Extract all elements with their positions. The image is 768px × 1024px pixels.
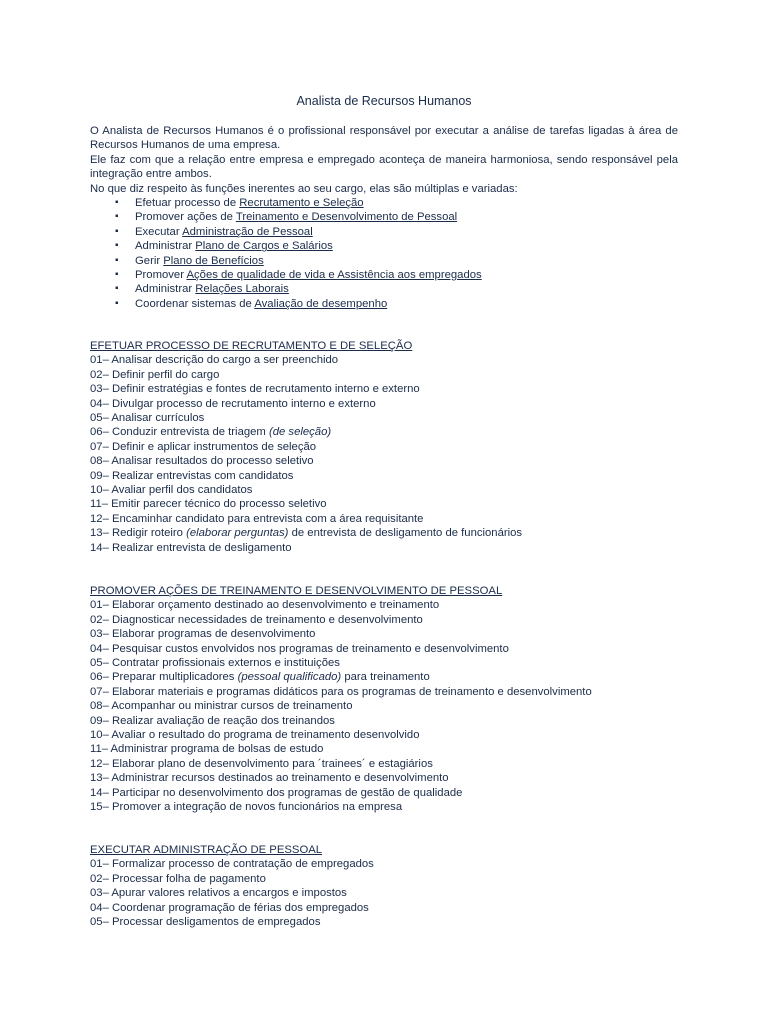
- list-item-text: 12– Elaborar plano de desenvolvimento para ´trainees´ e estagiários: [90, 757, 433, 770]
- list-item: [90, 915, 690, 929]
- function-item: [90, 297, 678, 311]
- list-item-text: 02– Definir perfil do cargo: [90, 368, 220, 381]
- list-item-italic: (de seleção): [268, 426, 332, 439]
- function-link-administracao[interactable]: Administração de Pessoal: [182, 225, 313, 238]
- bullet-icon: ▪: [115, 254, 119, 266]
- section-recrutamento: [90, 339, 690, 555]
- list-item: [90, 670, 690, 684]
- list-item-text: 10– Avaliar o resultado do programa de treinamento desenvolvido: [90, 729, 420, 742]
- bullet-icon: ▪: [115, 225, 119, 237]
- function-prefix: Gerir: [135, 254, 161, 267]
- list-item-italic: (pessoal qualificado): [237, 671, 342, 684]
- list-item: [90, 685, 690, 699]
- list-item-text: 05– Contratar profissionais externos e instituições: [90, 657, 340, 670]
- list-item-text-after: de entrevista de desligamento de funcionários: [291, 527, 523, 540]
- bullet-icon: ▪: [115, 240, 119, 252]
- page-title: Analista de Recursos Humanos: [296, 94, 472, 108]
- list-item-text: 04– Coordenar programação de férias dos empregados: [90, 901, 369, 914]
- section-heading: EXECUTAR ADMINISTRAÇÃO DE PESSOAL: [90, 844, 323, 856]
- bullet-icon: ▪: [115, 211, 119, 223]
- intro-paragraph: Ele faz com que a relação entre empresa e empregado aconteça de maneira harmoniosa, sendo responsável pela integração entre ambos.: [90, 153, 678, 181]
- function-item: [90, 282, 678, 296]
- list-item-text: 15– Promover a integração de novos funcionários na empresa: [90, 801, 403, 814]
- intro-paragraph: O Analista de Recursos Humanos é o profissional responsável por executar a análise de tarefas ligadas à área de Recursos Humanos de uma empresa.: [90, 125, 678, 152]
- list-item-text: 11– Emitir parecer técnico do processo seletivo: [90, 498, 327, 511]
- function-prefix: Executar: [135, 225, 180, 238]
- function-link-relacoes-laborais[interactable]: Relações Laborais: [195, 283, 289, 296]
- intro-paragraph: No que diz respeito às funções inerentes ao seu cargo, elas são múltiplas e variadas:: [90, 182, 518, 195]
- list-item-text: 03– Apurar valores relativos a encargos e impostos: [90, 887, 347, 900]
- list-item: [90, 411, 690, 425]
- list-item: [90, 800, 690, 814]
- list-item-text: 02– Diagnosticar necessidades de treinamento e desenvolvimento: [90, 613, 423, 626]
- list-item: [90, 714, 690, 728]
- list-item-text: 11– Administrar programa de bolsas de estudo: [90, 743, 324, 756]
- list-item: [90, 771, 690, 785]
- list-item-text: 02– Processar folha de pagamento: [90, 872, 266, 885]
- list-item-text: 09– Realizar avaliação de reação dos treinandos: [90, 714, 335, 727]
- list-item: [90, 757, 690, 771]
- list-item-text-after: para treinamento: [344, 671, 430, 684]
- list-item: [90, 598, 690, 612]
- list-item-text: 03– Definir estratégias e fontes de recrutamento interno e externo: [90, 383, 420, 396]
- function-prefix: Promover: [135, 269, 184, 282]
- list-item: [90, 699, 690, 713]
- list-item-text: 06– Conduzir entrevista de triagem: [90, 426, 266, 439]
- function-link-cargos-salarios[interactable]: Plano de Cargos e Salários: [195, 240, 333, 253]
- function-prefix: Administrar: [135, 283, 193, 296]
- list-item-text: 04– Divulgar processo de recrutamento interno e externo: [90, 397, 376, 410]
- list-item: [90, 857, 690, 871]
- list-item-italic: (elaborar perguntas): [186, 527, 289, 540]
- list-item-text: 07– Definir e aplicar instrumentos de seleção: [90, 440, 317, 453]
- list-item: [90, 613, 690, 627]
- section-list: [90, 598, 690, 814]
- list-item: [90, 483, 690, 497]
- list-item-text: 08– Acompanhar ou ministrar cursos de treinamento: [90, 700, 353, 713]
- function-link-avaliacao[interactable]: Avaliação de desempenho: [254, 297, 388, 310]
- list-item-text: 14– Participar no desenvolvimento dos programas de gestão de qualidade: [90, 786, 463, 799]
- bullet-icon: ▪: [115, 269, 119, 281]
- list-item-text: 07– Elaborar materiais e programas didáticos para os programas de treinamento e desenvolvimento: [90, 685, 592, 698]
- list-item: [90, 512, 690, 526]
- list-item: [90, 541, 690, 555]
- list-item: [90, 901, 690, 915]
- list-item-text: 05– Analisar currículos: [90, 412, 205, 425]
- list-item: [90, 397, 690, 411]
- list-item: [90, 627, 690, 641]
- function-prefix: Coordenar sistemas de: [135, 297, 252, 310]
- function-item: [90, 268, 678, 282]
- list-item-text: 13– Redigir roteiro: [90, 527, 183, 540]
- function-item: [90, 196, 678, 210]
- bullet-icon: ▪: [115, 283, 119, 295]
- list-item: [90, 454, 690, 468]
- section-heading: EFETUAR PROCESSO DE RECRUTAMENTO E DE SELEÇÃO: [90, 340, 413, 352]
- list-item: [90, 786, 690, 800]
- function-link-treinamento[interactable]: Treinamento e Desenvolvimento de Pessoal: [235, 211, 458, 224]
- list-item: [90, 382, 690, 396]
- function-item: [90, 239, 678, 253]
- functions-list: [90, 196, 678, 311]
- list-item-text: 09– Realizar entrevistas com candidatos: [90, 469, 294, 482]
- function-item: [90, 254, 678, 268]
- list-item: [90, 886, 690, 900]
- function-item: [90, 210, 678, 224]
- list-item-text: 01– Formalizar processo de contratação de empregados: [90, 858, 374, 871]
- list-item: [90, 440, 690, 454]
- section-list: [90, 353, 690, 555]
- list-item: [90, 526, 690, 540]
- list-item-text: 14– Realizar entrevista de desligamento: [90, 541, 292, 554]
- list-item: [90, 368, 690, 382]
- list-item-text: 03– Elaborar programas de desenvolvimento: [90, 628, 316, 641]
- section-treinamento: [90, 584, 690, 815]
- intro-block: [90, 124, 678, 311]
- list-item: [90, 642, 690, 656]
- function-item: [90, 225, 678, 239]
- list-item: [90, 425, 690, 439]
- section-list: [90, 857, 690, 929]
- function-link-qualidade-vida[interactable]: Ações de qualidade de vida e Assistência aos empregados: [186, 269, 482, 282]
- list-item-text: 10– Avaliar perfil dos candidatos: [90, 484, 253, 497]
- list-item-text: 08– Analisar resultados do processo seletivo: [90, 455, 314, 468]
- list-item: [90, 469, 690, 483]
- list-item: [90, 656, 690, 670]
- section-administracao: [90, 843, 690, 929]
- list-item: [90, 497, 690, 511]
- function-prefix: Administrar: [135, 240, 193, 253]
- function-link-beneficios[interactable]: Plano de Benefícios: [163, 254, 264, 267]
- list-item: [90, 742, 690, 756]
- list-item-text: 01– Analisar descrição do cargo a ser preenchido: [90, 354, 339, 367]
- section-heading: PROMOVER AÇÕES DE TREINAMENTO E DESENVOLVIMENTO DE PESSOAL: [90, 585, 503, 597]
- list-item-text: 04– Pesquisar custos envolvidos nos programas de treinamento e desenvolvimento: [90, 642, 509, 655]
- list-item-text: 13– Administrar recursos destinados ao treinamento e desenvolvimento: [90, 772, 449, 785]
- list-item: [90, 728, 690, 742]
- bullet-icon: ▪: [115, 297, 119, 309]
- list-item: [90, 872, 690, 886]
- function-link-recrutamento[interactable]: Recrutamento e Seleção: [239, 197, 364, 210]
- function-prefix: Efetuar processo de: [135, 197, 237, 210]
- list-item-text: 06– Preparar multiplicadores: [90, 671, 235, 684]
- list-item: [90, 353, 690, 367]
- list-item-text: 01– Elaborar orçamento destinado ao desenvolvimento e treinamento: [90, 599, 440, 612]
- list-item-text: 12– Encaminhar candidato para entrevista com a área requisitante: [90, 512, 424, 525]
- bullet-icon: ▪: [115, 197, 119, 209]
- function-prefix: Promover ações de: [135, 211, 233, 224]
- list-item-text: 05– Processar desligamentos de empregados: [90, 916, 321, 929]
